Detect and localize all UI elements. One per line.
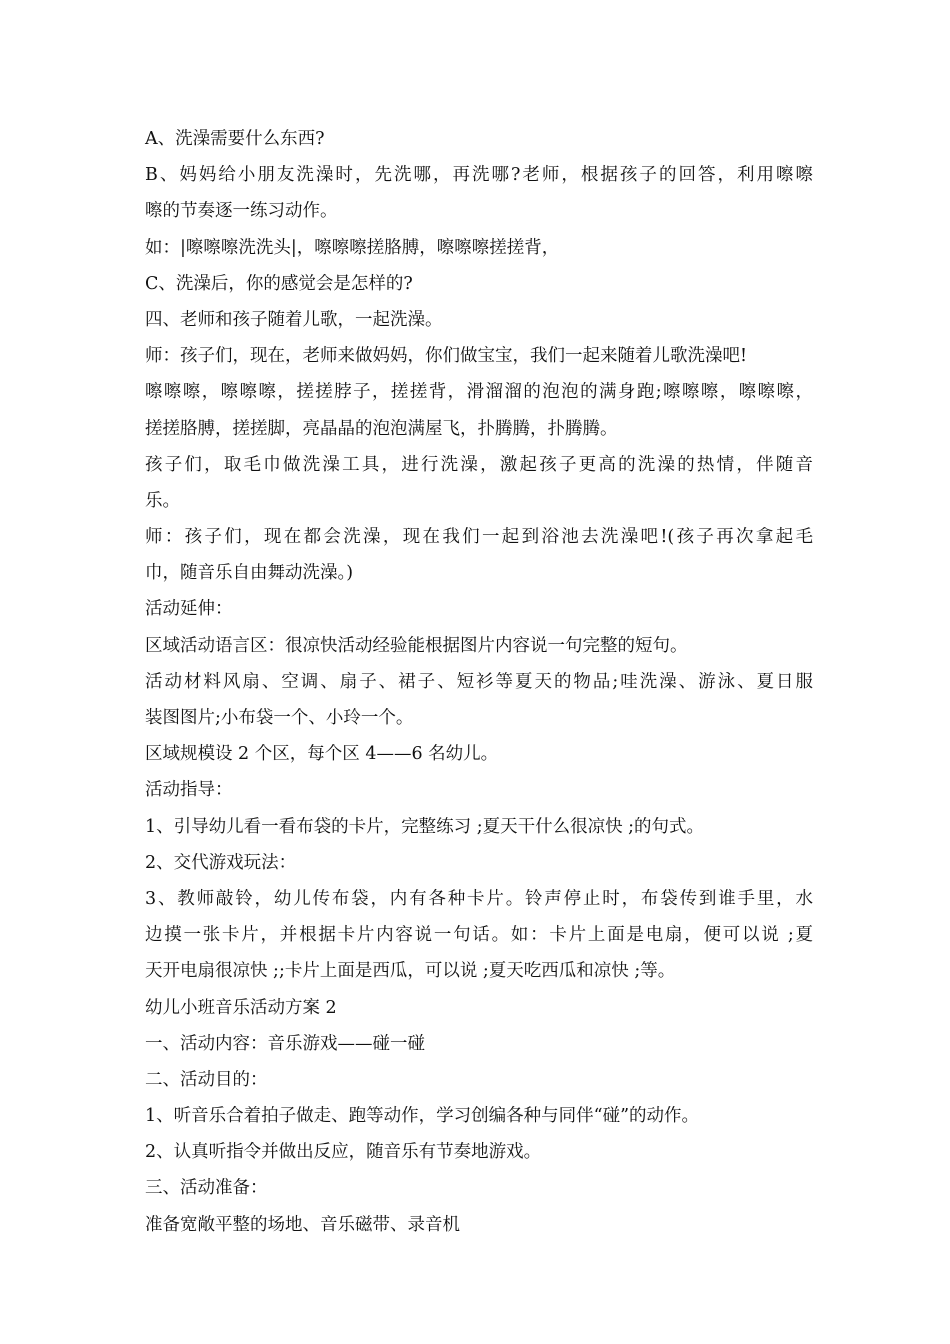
text-line: 师：孩子们，现在都会洗澡，现在我们一起到浴池去洗澡吧!(孩子再次拿起毛 bbox=[145, 527, 813, 548]
text-line: 一、活动内容：音乐游戏——碰一碰 bbox=[145, 1033, 425, 1054]
text-line: 三、活动准备： bbox=[145, 1178, 268, 1199]
document-body bbox=[145, 121, 813, 1243]
text-line: 1、引导幼儿看一看布袋的卡片，完整练习 ;夏天干什么很凉快 ;的句式。 bbox=[145, 816, 705, 837]
text-line: B、妈妈给小朋友洗澡时，先洗哪，再洗哪?老师，根据孩子的回答，利用嚓嚓 bbox=[145, 165, 813, 186]
text-line: 活动材料风扇、空调、扇子、裙子、短衫等夏天的物品;哇洗澡、游泳、夏日服 bbox=[145, 671, 813, 692]
text-line: 天开电扇很凉快 ;;卡片上面是西瓜，可以说 ;夏天吃西瓜和凉快 ;等。 bbox=[145, 961, 676, 982]
text-line: 3、教师敲铃，幼儿传布袋，内有各种卡片。铃声停止时，布袋传到谁手里，水 bbox=[145, 888, 813, 909]
text-line: 活动指导： bbox=[145, 780, 233, 801]
text-line: 嚓的节奏逐一练习动作。 bbox=[145, 201, 338, 222]
text-line: 区域活动语言区：很凉快活动经验能根据图片内容说一句完整的短句。 bbox=[145, 635, 688, 656]
text-line: 2、交代游戏玩法： bbox=[145, 852, 297, 873]
text-line: A、洗澡需要什么东西? bbox=[145, 129, 325, 149]
text-line: 二、活动目的： bbox=[145, 1069, 268, 1090]
text-line: 幼儿小班音乐活动方案 2 bbox=[145, 997, 337, 1018]
text-line: 嚓嚓嚓，嚓嚓嚓，搓搓脖子，搓搓背，滑溜溜的泡泡的满身跑;嚓嚓嚓，嚓嚓嚓， bbox=[145, 382, 813, 403]
text-line: 师：孩子们，现在，老师来做妈妈，你们做宝宝，我们一起来随着儿歌洗澡吧! bbox=[145, 346, 748, 367]
text-line: 四、老师和孩子随着儿歌，一起洗澡。 bbox=[145, 309, 443, 330]
text-line: 准备宽敞平整的场地、音乐磁带、录音机 bbox=[145, 1214, 460, 1235]
text-line: 巾，随音乐自由舞动洗澡。) bbox=[145, 563, 354, 584]
text-line: 边摸一张卡片，并根据卡片内容说一句话。如：卡片上面是电扇，便可以说 ;夏 bbox=[145, 925, 813, 946]
text-line: 1、听音乐合着拍子做走、跑等动作，学习创编各种与同伴“碰”的动作。 bbox=[145, 1106, 700, 1127]
text-line: 孩子们，取毛巾做洗澡工具，进行洗澡，激起孩子更高的洗澡的热情，伴随音 bbox=[145, 454, 813, 475]
text-line: 活动延伸： bbox=[145, 599, 233, 620]
text-line: 乐。 bbox=[145, 490, 180, 511]
text-line: 2、认真听指令并做出反应，随音乐有节奏地游戏。 bbox=[145, 1142, 542, 1163]
text-line: 区域规模设 2 个区，每个区 4——6 名幼儿。 bbox=[145, 744, 499, 765]
text-line: 搓搓胳膊，搓搓脚，亮晶晶的泡泡满屋飞，扑腾腾，扑腾腾。 bbox=[145, 418, 618, 439]
text-line: 如：|嚓嚓嚓洗洗头|，嚓嚓嚓搓胳膊，嚓嚓嚓搓搓背， bbox=[145, 237, 560, 258]
text-line: C、洗澡后，你的感觉会是怎样的? bbox=[145, 273, 413, 294]
text-line: 装图图片;小布袋一个、小玲一个。 bbox=[145, 708, 414, 728]
